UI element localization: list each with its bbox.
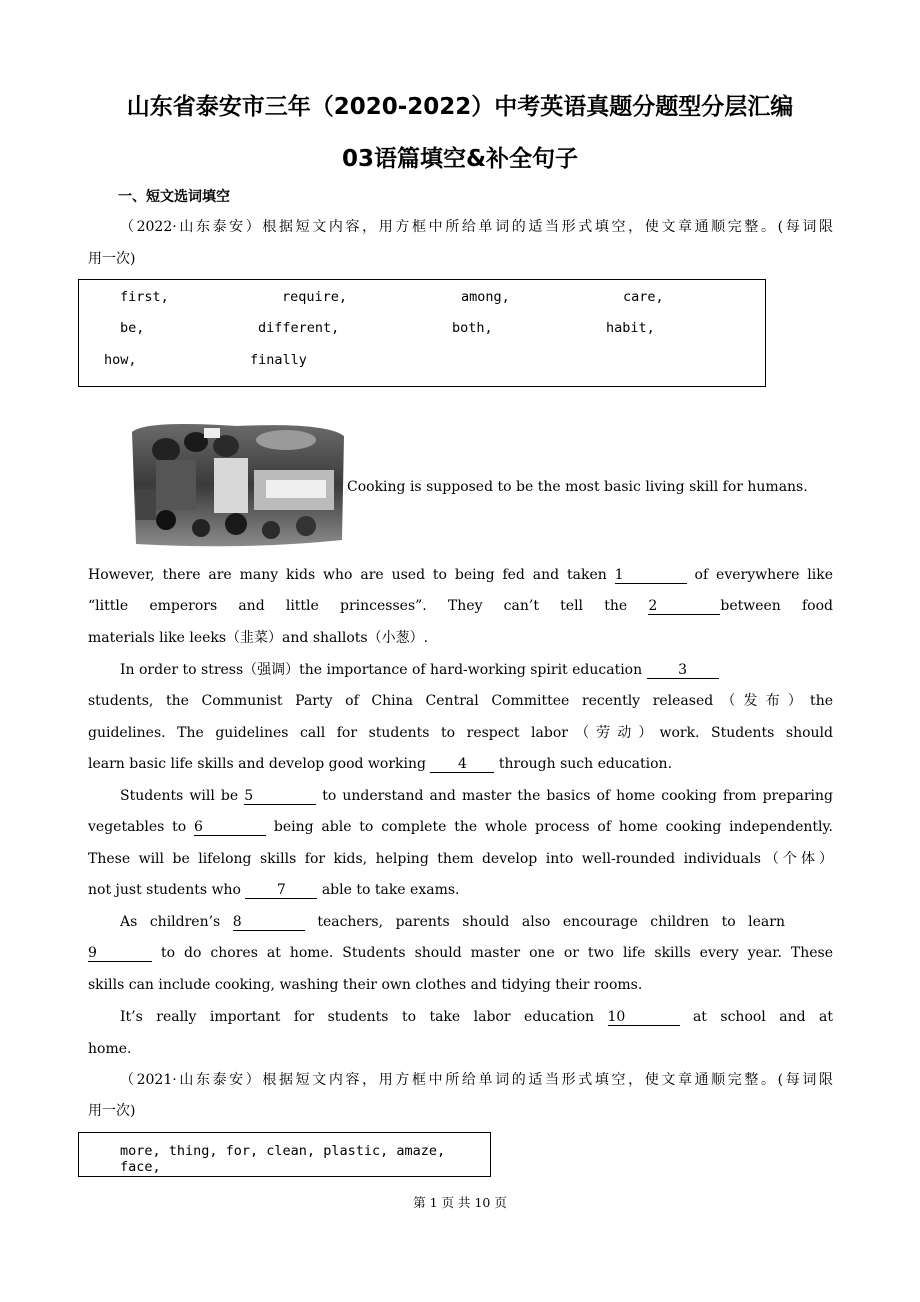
q2-intro-cont: 用一次) xyxy=(88,1103,136,1119)
q1-intro-cont: 用一次) xyxy=(88,251,136,267)
word-bank-item: finally xyxy=(250,352,307,368)
paragraph-intro: Cooking is supposed to be the most basic living skill for humans. xyxy=(347,479,808,495)
passage-line: It’s really important for students to take labor education 10 at school and at xyxy=(120,1009,833,1025)
word-bank-item: habit, xyxy=(606,320,655,336)
word-bank-box-1 xyxy=(78,279,766,387)
section-heading: 一、短文选词填空 xyxy=(118,189,230,205)
passage-line: guidelines. The guidelines call for students to respect labor（劳动）work. Students should xyxy=(88,725,833,741)
word-bank-item: both, xyxy=(452,320,493,336)
passage-line: learn basic life skills and develop good working 4 through such education. xyxy=(88,756,673,772)
passage-line: As children’s 8 teachers, parents should also encourage children to learn xyxy=(120,914,785,930)
passage-line: However, there are many kids who are used to being fed and taken 1 of everywhere like xyxy=(88,567,833,583)
blank-10[interactable]: 10 xyxy=(608,1009,680,1026)
passage-line: vegetables to 6 being able to complete the whole process of home cooking independently. xyxy=(88,819,833,835)
passage-line: skills can include cooking, washing their own clothes and tidying their rooms. xyxy=(88,977,643,993)
cooking-class-photo xyxy=(126,420,346,548)
word-bank-box-2 xyxy=(78,1132,491,1177)
passage-line: 9 to do chores at home. Students should master one or two life skills every year. These xyxy=(88,945,833,961)
blank-9[interactable]: 9 xyxy=(88,945,152,962)
page-footer: 第 1 页 共 10 页 xyxy=(413,1195,507,1210)
page-title-line2: 03语篇填空&补全句子 xyxy=(341,146,579,172)
word-bank-item: require, xyxy=(282,289,348,305)
word-bank-item: different, xyxy=(258,320,340,336)
word-bank-list: more, thing, for, clean, plastic, amaze, face, xyxy=(120,1143,446,1175)
blank-6[interactable]: 6 xyxy=(194,819,266,836)
blank-2[interactable]: 2 xyxy=(648,598,720,615)
passage-line: home. xyxy=(88,1041,132,1057)
q2-intro: （2021·山东泰安）根据短文内容，用方框中所给单词的适当形式填空，使文章通顺完整。(每词限 xyxy=(120,1072,833,1088)
word-bank-item: care, xyxy=(623,289,664,305)
blank-3[interactable]: 3 xyxy=(647,662,719,679)
passage-line: “little emperors and little princesses”. They can’t tell the 2 between food xyxy=(88,598,834,614)
word-bank-item: how, xyxy=(104,352,137,368)
passage-line: materials like leeks（韭菜）and shallots（小葱）. xyxy=(88,630,429,646)
q1-intro: （2022·山东泰安）根据短文内容，用方框中所给单词的适当形式填空，使文章通顺完整。(每词限 xyxy=(120,219,833,235)
page-title-line1: 山东省泰安市三年（2020-2022）中考英语真题分题型分层汇编 xyxy=(126,94,794,120)
blank-8[interactable]: 8 xyxy=(233,914,305,931)
word-bank-item: among, xyxy=(461,289,510,305)
passage-line: not just students who 7 able to take exams. xyxy=(88,882,460,898)
blank-1[interactable]: 1 xyxy=(615,567,687,584)
blank-4[interactable]: 4 xyxy=(430,756,494,773)
word-bank-item: first, xyxy=(120,289,169,305)
passage-line: students, the Communist Party of China Central Committee recently released（发布）the xyxy=(88,693,833,709)
blank-5[interactable]: 5 xyxy=(244,788,316,805)
word-bank-item: be, xyxy=(120,320,145,336)
passage-line: These will be lifelong skills for kids, helping them develop into well-rounded individuals（个体） xyxy=(88,851,833,867)
blank-7[interactable]: 7 xyxy=(245,882,317,899)
passage-line: In order to stress（强调）the importance of hard-working spirit education 3 xyxy=(120,660,833,680)
passage-line: Students will be 5 to understand and master the basics of home cooking from preparing xyxy=(120,788,833,804)
